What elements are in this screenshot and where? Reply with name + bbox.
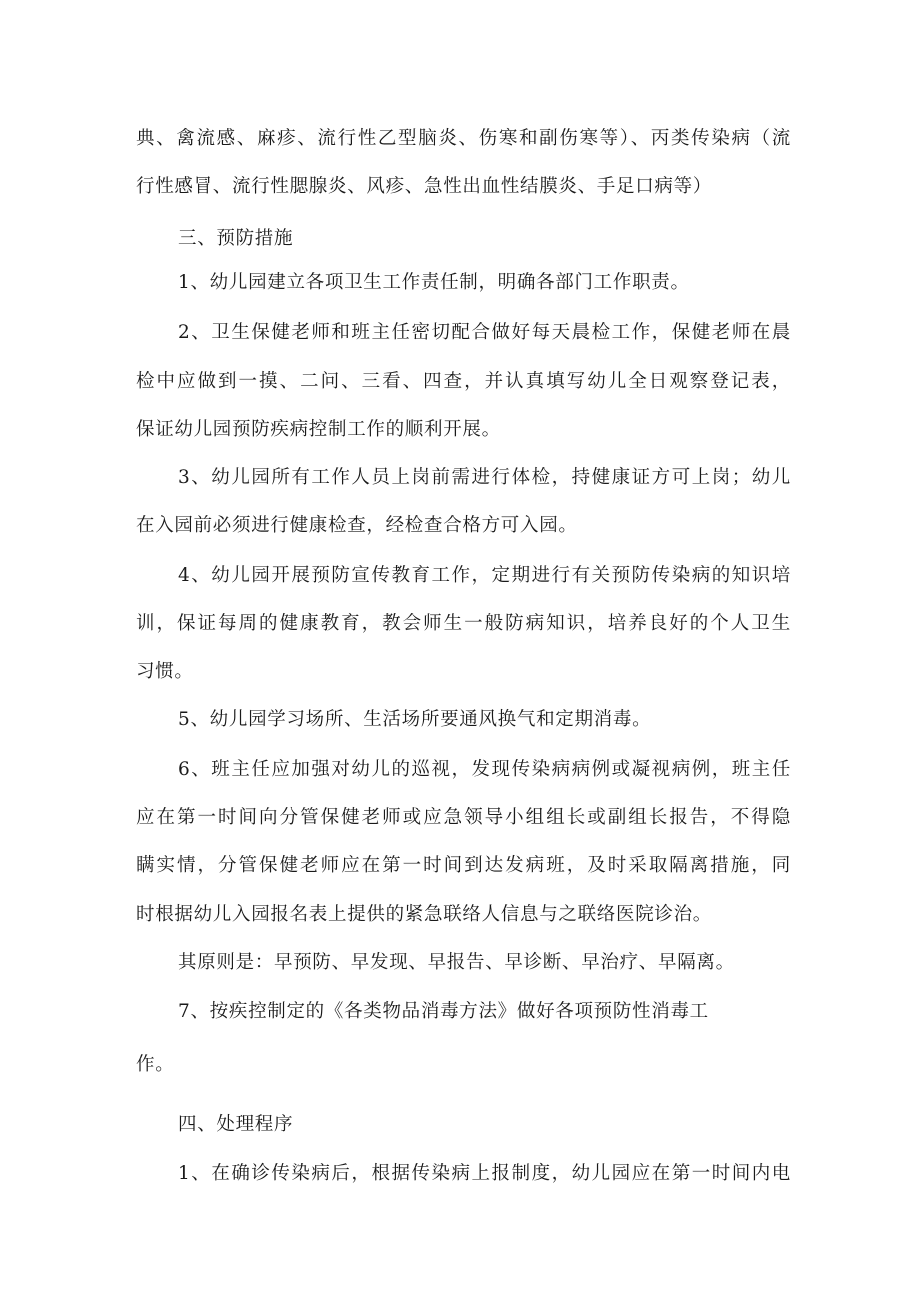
text-line: 4、幼儿园开展预防宣传教育工作，定期进行有关预防传染病的知识培 xyxy=(178,565,791,586)
section-heading: 四、处理程序 xyxy=(178,1114,294,1135)
text-line: 应在第一时间向分管保健老师或应急领导小组组长或副组长报告，不得隐 xyxy=(136,807,791,828)
text-line: 6、班主任应加强对幼儿的巡视，发现传染病病例或凝视病例，班主任 xyxy=(178,759,791,780)
text-line: 3、幼儿园所有工作人员上岗前需进行体检，持健康证方可上岗；幼儿 xyxy=(178,467,791,488)
text-line: 作。 xyxy=(136,1054,175,1075)
section-heading: 三、预防措施 xyxy=(178,228,294,249)
text-line: 瞒实情，分管保健老师应在第一时间到达发病班，及时采取隔离措施，同 xyxy=(136,855,791,876)
text-line: 1、在确诊传染病后，根据传染病上报制度，幼儿园应在第一时间内电 xyxy=(178,1163,791,1184)
text-line: 7、按疾控制定的《各类物品消毒方法》做好各项预防性消毒工 xyxy=(178,1001,709,1022)
text-line: 训，保证每周的健康教育，教会师生一般防病知识，培养良好的个人卫生 xyxy=(136,613,791,634)
text-line: 其原则是：早预防、早发现、早报告、早诊断、早治疗、早隔离。 xyxy=(178,952,735,973)
text-line: 在入园前必须进行健康检查，经检查合格方可入园。 xyxy=(136,515,578,536)
text-line: 习惯。 xyxy=(136,661,194,682)
text-line: 5、幼儿园学习场所、生活场所要通风换气和定期消毒。 xyxy=(178,709,652,730)
text-line: 典、禽流感、麻疹、流行性乙型脑炎、伤寒和副伤寒等）、丙类传染病（流 xyxy=(136,128,791,149)
text-line: 1、幼儿园建立各项卫生工作责任制，明确各部门工作职责。 xyxy=(178,272,690,293)
text-line: 2、卫生保健老师和班主任密切配合做好每天晨检工作，保健老师在晨 xyxy=(178,322,791,343)
text-line: 时根据幼儿入园报名表上提供的紧急联络人信息与之联络医院诊治。 xyxy=(136,904,713,925)
text-line: 检中应做到一摸、二问、三看、四查，并认真填写幼儿全日观察登记表， xyxy=(136,371,791,392)
text-line: 行性感冒、流行性腮腺炎、风疹、急性出血性结膜炎、手足口病等） xyxy=(136,176,713,197)
text-line: 保证幼儿园预防疾病控制工作的顺利开展。 xyxy=(136,419,501,440)
